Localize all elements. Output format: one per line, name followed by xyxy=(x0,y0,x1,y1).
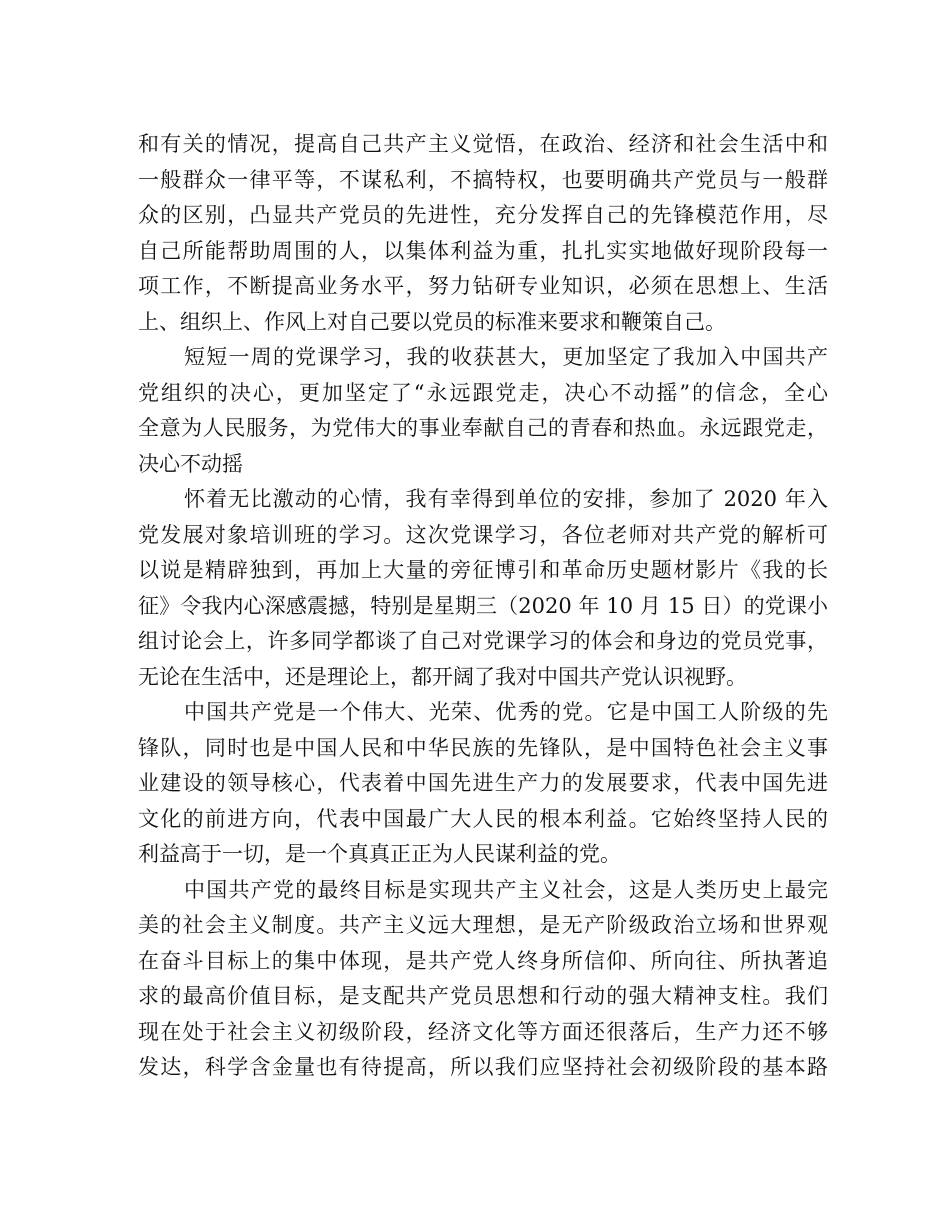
text-line: 中国共产党的最终目标是实现共产主义社会，这是人类历史上最完 xyxy=(184,877,828,902)
text-line: 文化的前进方向，代表中国最广大人民的根本利益。它始终坚持人民的 xyxy=(138,806,828,831)
document-body xyxy=(138,127,828,1086)
text-line: 自己所能帮助周围的人，以集体利益为重，扎扎实实地做好现阶段每一 xyxy=(138,238,828,263)
text-line: 一般群众一律平等，不谋私利，不搞特权，也要明确共产党员与一般群 xyxy=(138,167,828,192)
paragraph-5 xyxy=(138,873,828,1086)
text-line: 党发展对象培训班的学习。这次党课学习，各位老师对共产党的解析可 xyxy=(138,522,828,547)
paragraph-3 xyxy=(138,482,828,695)
paragraph-2 xyxy=(138,340,828,482)
text-line: 中国共产党是一个伟大、光荣、优秀的党。它是中国工人阶级的先 xyxy=(184,700,828,724)
text-line: 利益高于一切，是一个真真正正为人民谋利益的党。 xyxy=(138,842,621,866)
text-line: 众的区别，凸显共产党员的先进性，充分发挥自己的先锋模范作用，尽 xyxy=(138,203,828,227)
text-line: 和有关的情况，提高自己共产主义觉悟，在政治、经济和社会生活中和 xyxy=(138,132,828,156)
text-line: 上、组织上、作风上对自己要以党员的标准来要求和鞭策自己。 xyxy=(138,309,726,334)
text-line: 在奋斗目标上的集中体现，是共产党人终身所信仰、所向往、所执著追 xyxy=(138,948,828,973)
text-line: 短短一周的党课学习，我的收获甚大，更加坚定了我加入中国共产 xyxy=(184,345,828,369)
text-line: 求的最高价值目标，是支配共产党员思想和行动的强大精神支柱。我们 xyxy=(138,984,828,1008)
text-line: 决心不动摇 xyxy=(138,451,243,476)
text-line: 征》令我内心深感震撼，特别是星期三（2020 年 10 月 15 日）的党课小 xyxy=(138,593,828,618)
text-line: 项工作，不断提高业务水平，努力钻研专业知识，必须在思想上、生活 xyxy=(138,274,828,298)
text-line: 组讨论会上，许多同学都谈了自己对党课学习的体会和身边的党员党事， xyxy=(138,629,828,653)
text-line: 锋队，同时也是中国人民和中华民族的先锋队，是中国特色社会主义事 xyxy=(138,735,828,760)
text-line: 美的社会主义制度。共产主义远大理想，是无产阶级政治立场和世界观 xyxy=(138,913,828,937)
text-line: 无论在生活中，还是理论上，都开阔了我对中国共产党认识视野。 xyxy=(138,664,747,689)
paragraph-4 xyxy=(138,695,828,873)
text-line: 党组织的决心，更加坚定了“永远跟党走，决心不动摇”的信念，全心 xyxy=(138,380,828,405)
text-line: 发达，科学含金量也有待提高，所以我们应坚持社会初级阶段的基本路 xyxy=(138,1055,828,1079)
text-line: 以说是精辟独到，再加上大量的旁征博引和革命历史题材影片《我的长 xyxy=(138,558,828,582)
text-line: 全意为人民服务，为党伟大的事业奉献自己的青春和热血。永远跟党走， xyxy=(138,416,828,440)
text-line: 业建设的领导核心，代表着中国先进生产力的发展要求，代表中国先进 xyxy=(138,771,828,795)
text-line: 怀着无比激动的心情，我有幸得到单位的安排，参加了 2020 年入 xyxy=(184,487,828,511)
paragraph-1 xyxy=(138,127,828,340)
text-line: 现在处于社会主义初级阶段，经济文化等方面还很落后，生产力还不够 xyxy=(138,1019,828,1044)
